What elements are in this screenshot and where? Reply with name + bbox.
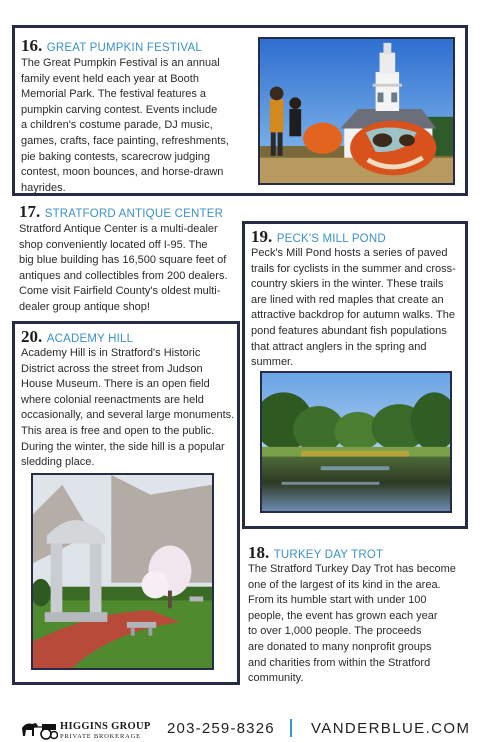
text-line: dealer group antique shop! (19, 300, 150, 313)
text-line: Memorial Park. The festival features a (21, 88, 207, 101)
text-line: attractive backdrop for autumn walks. The (251, 309, 456, 322)
section-title: PECK'S MILL POND (276, 233, 386, 245)
section-number: 19. (251, 227, 273, 246)
text-line: pie baking contests, scarecrow judging (21, 150, 210, 163)
text-line: shop conveniently located off I-95. The (19, 238, 208, 251)
text-line: and charities from within the Stratford (248, 656, 431, 669)
section-heading (248, 544, 383, 564)
section-title: GREAT PUMPKIN FESTIVAL (46, 42, 202, 54)
section-description (251, 246, 465, 371)
text-line: Peck's Mill Pond hosts a series of paved (251, 247, 448, 259)
text-line: Academy Hill is in Stratford's Historic (21, 347, 201, 359)
text-line: are donated to many nonprofit groups (248, 640, 432, 653)
brand-name: HIGGINS GROUP (60, 721, 151, 732)
text-line: are lined with red maples that create an (251, 293, 444, 306)
section-pecks-mill-pond (242, 221, 468, 529)
text-line: From its humble start with under 100 (248, 594, 427, 607)
text-line: country skiers in the winter. These trails (251, 278, 444, 291)
section-number: 18. (248, 543, 270, 562)
text-line: pond features abundant fish populations (251, 324, 447, 337)
text-line: big blue building has 16,500 square feet of (19, 254, 227, 267)
section-turkey-day-trot (248, 544, 474, 689)
text-line: that attract anglers in the spring and (251, 340, 427, 353)
pumpkin-festival-photo (258, 37, 455, 185)
mill-pond-photo (260, 371, 452, 513)
section-description (248, 562, 474, 687)
text-line: family event held each year at Booth (21, 72, 199, 85)
section-title: STRATFORD ANTIQUE CENTER (44, 208, 224, 220)
text-line: to over 1,000 people. The proceeds (248, 625, 422, 638)
text-line: summer. (251, 356, 294, 369)
text-line: Come visit Fairfield County's oldest multi- (19, 285, 221, 298)
text-line: a children's costume parade, DJ music, (21, 119, 213, 132)
text-line: where colonial reenactments are held (21, 393, 204, 406)
brand-subtitle: PRIVATE BROKERAGE (60, 733, 141, 740)
section-description (19, 222, 249, 316)
text-line: contest, moon bounces, and horse-drawn (21, 166, 224, 179)
text-line: occasionally, and several large monuments. (21, 409, 235, 422)
text-line: people, the event has grown each year (248, 609, 438, 622)
section-number: 16. (21, 36, 43, 55)
text-line: one of the largest of its kind in the area. (248, 578, 441, 591)
section-academy-hill (12, 321, 240, 685)
section-description (21, 346, 241, 471)
section-stratford-antique-center (12, 203, 244, 315)
section-title: TURKEY DAY TROT (273, 549, 384, 561)
footer (0, 712, 480, 742)
section-number: 20. (21, 327, 43, 346)
text-line: House Museum. There is an open field (21, 378, 210, 391)
website-link[interactable]: VANDERBLUE.COM (311, 720, 471, 737)
text-line: games, crafts, face painting, refreshments, (21, 134, 229, 147)
text-line: Stratford Antique Center is a multi-dealer (19, 223, 218, 235)
phone-number[interactable]: 203-259-8326 (167, 720, 275, 737)
text-line: pumpkin carving contest. Events include (21, 103, 218, 116)
academy-hill-photo (31, 473, 214, 670)
text-line: The Stratford Turkey Day Trot has become (248, 563, 456, 575)
text-line: District across the street from Judson (21, 362, 203, 375)
section-number: 17. (19, 202, 41, 221)
text-line: During the winter, the side hill is a popular (21, 440, 225, 453)
text-line: The Great Pumpkin Festival is an annual (21, 57, 220, 69)
text-line: antiques and collectibles from 200 dealers. (19, 269, 228, 282)
text-line: hayrides. (21, 181, 66, 194)
section-heading (21, 37, 202, 57)
section-great-pumpkin-festival (12, 25, 468, 196)
text-line: sledding place. (21, 456, 95, 469)
text-line: community. (248, 672, 304, 685)
text-line: trails for cyclists in the summer and cross- (251, 262, 456, 275)
section-heading (251, 228, 386, 248)
text-line: This area is free and open to the public. (21, 424, 215, 437)
section-heading (21, 328, 133, 348)
horse-carriage-logo-icon (20, 718, 58, 742)
section-description (21, 56, 257, 196)
section-title: ACADEMY HILL (46, 333, 134, 345)
section-heading (19, 203, 223, 223)
footer-divider (290, 719, 292, 737)
